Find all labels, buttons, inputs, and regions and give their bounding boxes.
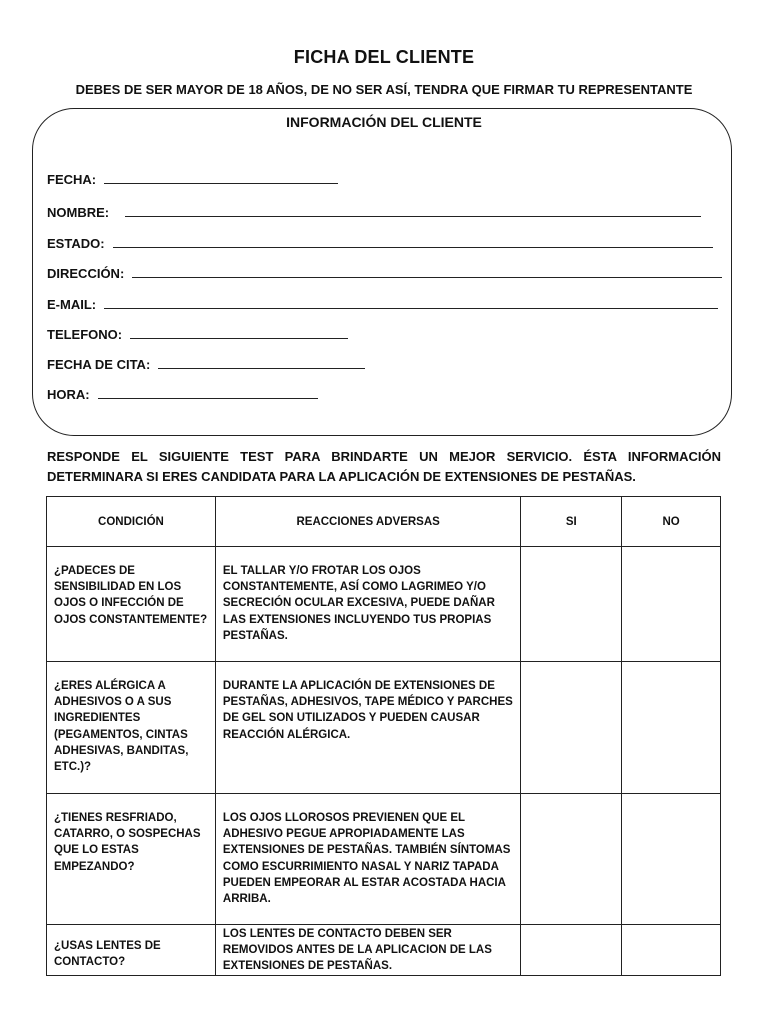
- field-label: DIRECCIÓN:: [47, 266, 125, 281]
- condition-cell: ¿ERES ALÉRGICA A ADHESIVOS O A SUS INGREDIENTES (PEGAMENTOS, CINTAS ADHESIVAS, BANDITAS, ETC.)?: [54, 680, 189, 774]
- condition-cell: ¿PADECES DE SENSIBILIDAD EN LOS OJOS O INFECCIÓN DE OJOS CONSTANTEMENTE?: [54, 565, 208, 626]
- table-row: [47, 547, 721, 662]
- field-direccion: [47, 266, 722, 281]
- no-checkbox-cell[interactable]: [622, 925, 721, 976]
- field-label: ESTADO:: [47, 236, 105, 251]
- table-row: [47, 662, 721, 794]
- screening-table: [46, 496, 721, 976]
- si-checkbox-cell[interactable]: [521, 662, 622, 794]
- field-hora: [47, 387, 318, 402]
- field-label: HORA:: [47, 387, 90, 402]
- header-si: SI: [521, 497, 622, 547]
- test-instructions: RESPONDE EL SIGUIENTE TEST PARA BRINDARTE UN MEJOR SERVICIO. ÉSTA INFORMACIÓN DETERMINARA SI ERES CANDIDATA PARA LA APLICACIÓN DE EXTENSIONES DE PESTAÑAS.: [47, 449, 721, 484]
- reaction-cell: EL TALLAR Y/O FROTAR LOS OJOS CONSTANTEMENTE, ASÍ COMO LAGRIMEO Y/O SECRECIÓN OCULAR EXCESIVA, PUEDE DAÑAR LAS EXTENSIONES INCLUYENDO TUS PROPIAS PESTAÑAS.: [222, 565, 495, 642]
- field-telefono: [47, 327, 348, 342]
- field-label: FECHA:: [47, 172, 97, 187]
- si-checkbox-cell[interactable]: [521, 925, 622, 976]
- direccion-input-line[interactable]: [132, 276, 722, 278]
- form-title: FICHA DEL CLIENTE: [293, 47, 475, 67]
- field-label: TELEFONO:: [47, 327, 123, 342]
- reaction-cell: DURANTE LA APLICACIÓN DE EXTENSIONES DE PESTAÑAS, ADHESIVOS, TAPE MÉDICO Y PARCHES DE GEL SON UTILIZADOS Y PUEDEN CAUSAR REACCIÓN ALÉRGICA.: [222, 680, 513, 741]
- no-checkbox-cell[interactable]: [622, 662, 721, 794]
- field-email: [47, 297, 718, 312]
- si-checkbox-cell[interactable]: [521, 794, 622, 925]
- header-condicion: CONDICIÓN: [47, 497, 216, 547]
- reaction-cell: LOS LENTES DE CONTACTO DEBEN SER REMOVIDOS ANTES DE LA APLICACION DE LAS EXTENSIONES DE PESTAÑAS.: [222, 928, 492, 973]
- hora-input-line[interactable]: [98, 397, 318, 399]
- email-input-line[interactable]: [104, 307, 718, 309]
- age-requirement-notice: DEBES DE SER MAYOR DE 18 AÑOS, DE NO SER ASÍ, TENDRA QUE FIRMAR TU REPRESENTANTE: [75, 82, 693, 97]
- field-fecha-de-cita: [47, 357, 365, 372]
- header-no: NO: [622, 497, 721, 547]
- estado-input-line[interactable]: [113, 246, 713, 248]
- si-checkbox-cell[interactable]: [521, 547, 622, 662]
- reaction-cell: LOS OJOS LLOROSOS PREVIENEN QUE EL ADHESIVO PEGUE APROPIADAMENTE LAS EXTENSIONES DE PESTAÑAS. TAMBIÉN SÍNTOMAS COMO ESCURRIMIENTO NASAL Y NARIZ TAPADA PUEDEN EMPEORAR AL ESTAR ACOSTADA HACIA ARRIBA.: [222, 812, 511, 906]
- table-row: [47, 794, 721, 925]
- fecha-input-line[interactable]: [104, 182, 338, 184]
- header-reacciones: REACCIONES ADVERSAS: [215, 497, 521, 547]
- field-label: NOMBRE:: [47, 205, 110, 220]
- telefono-input-line[interactable]: [130, 337, 348, 339]
- client-info-title: INFORMACIÓN DEL CLIENTE: [286, 114, 482, 130]
- field-label: FECHA DE CITA:: [47, 357, 151, 372]
- condition-cell: ¿USAS LENTES DE CONTACTO?: [54, 939, 161, 968]
- field-estado: [47, 236, 713, 251]
- field-fecha: [47, 172, 338, 187]
- field-label: E-MAIL:: [47, 297, 97, 312]
- table-header-row: [47, 497, 721, 547]
- field-nombre: [47, 205, 701, 220]
- no-checkbox-cell[interactable]: [622, 794, 721, 925]
- nombre-input-line[interactable]: [125, 215, 701, 217]
- condition-cell: ¿TIENES RESFRIADO, CATARRO, O SOSPECHAS QUE LO ESTAS EMPEZANDO?: [54, 812, 201, 873]
- no-checkbox-cell[interactable]: [622, 547, 721, 662]
- table-row: [47, 925, 721, 976]
- fecha-de-cita-input-line[interactable]: [158, 367, 365, 369]
